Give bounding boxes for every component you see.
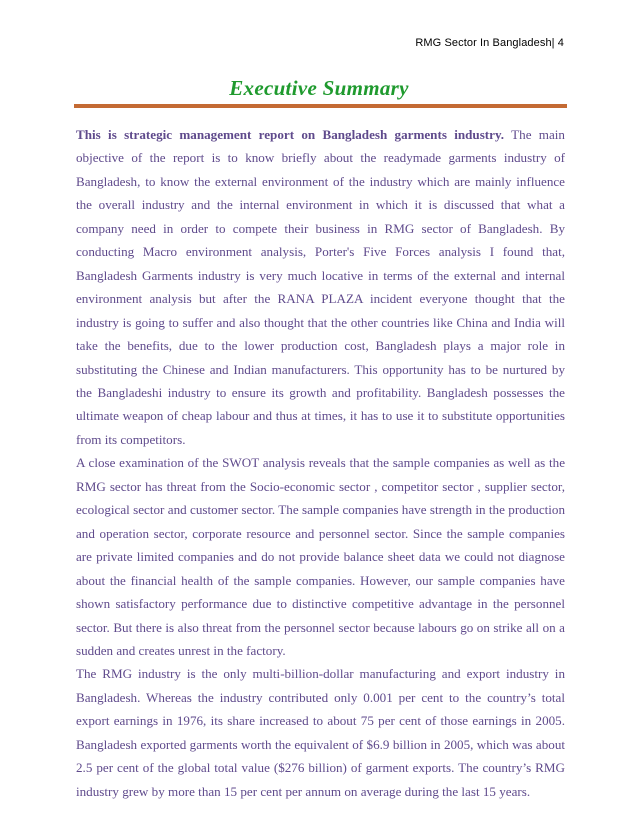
title-divider — [74, 104, 567, 108]
document-body — [76, 123, 565, 803]
paragraph-swot — [76, 451, 565, 662]
paragraph-text: The RMG industry is the only multi-billion-dollar manufacturing and export industry in Bangladesh. Whereas the industry contributed only 0.001 per cent to the country’s total export earnings in 1976, its share increased to about 75 per cent of those earnings in 2005. Bangladesh exported garments worth the equivalent of $6.9 billion in 2005, which was about 2.5 per cent of the global total value ($276 billion) of garment exports. The country’s RMG industry grew by more than 15 per cent per annum on average during the last 15 years. — [76, 666, 565, 799]
paragraph-intro — [76, 123, 565, 451]
paragraph-rmg-industry — [76, 662, 565, 803]
paragraph-text: The main objective of the report is to know briefly about the readymade garments industry of Bangladesh, to know the external environment of the industry which are mainly influence the overall industry and the internal environment in which it is discussed that what a company need in order to compete their business in RMG sector of Bangladesh. By conducting Macro environment analysis, Porter's Five Forces analysis I found that, Bangladesh Garments industry is very much locative in terms of the external and internal environment analysis but after the RANA PLAZA incident everyone thought that the industry is going to suffer and also thought that the other countries like China and India will take the benefits, due to the lower production cost, Bangladesh plays a major role in substituting the Chinese and Indian manufacturers. This opportunity has to be nurtured by the Bangladeshi industry to ensure its growth and profitability. Bangladesh possesses the ultimate weapon of cheap labour and thus at times, it has to use it to substitute opportunities from its competitors. — [76, 127, 565, 447]
paragraph-text: A close examination of the SWOT analysis reveals that the sample companies as well as the RMG sector has threat from the Socio-economic sector , competitor sector , supplier sector, ecological sector and customer sector. The sample companies have strength in the production and operation sector, corporate resource and personnel sector. Since the sample companies are private limited companies and do not provide balance sheet data we could not diagnose about the financial health of the sample companies. However, our sample companies have shown satisfactory performance due to distinctive competitive advantage in the personnel sector. But there is also threat from the personnel sector because labours go on strike all on a sudden and creates unrest in the factory. — [76, 455, 565, 658]
page-title: Executive Summary — [229, 76, 409, 100]
running-header: RMG Sector In Bangladesh| 4 — [415, 37, 564, 49]
paragraph-lead-sentence: This is strategic management report on Bangladesh garments industry. — [76, 127, 505, 142]
